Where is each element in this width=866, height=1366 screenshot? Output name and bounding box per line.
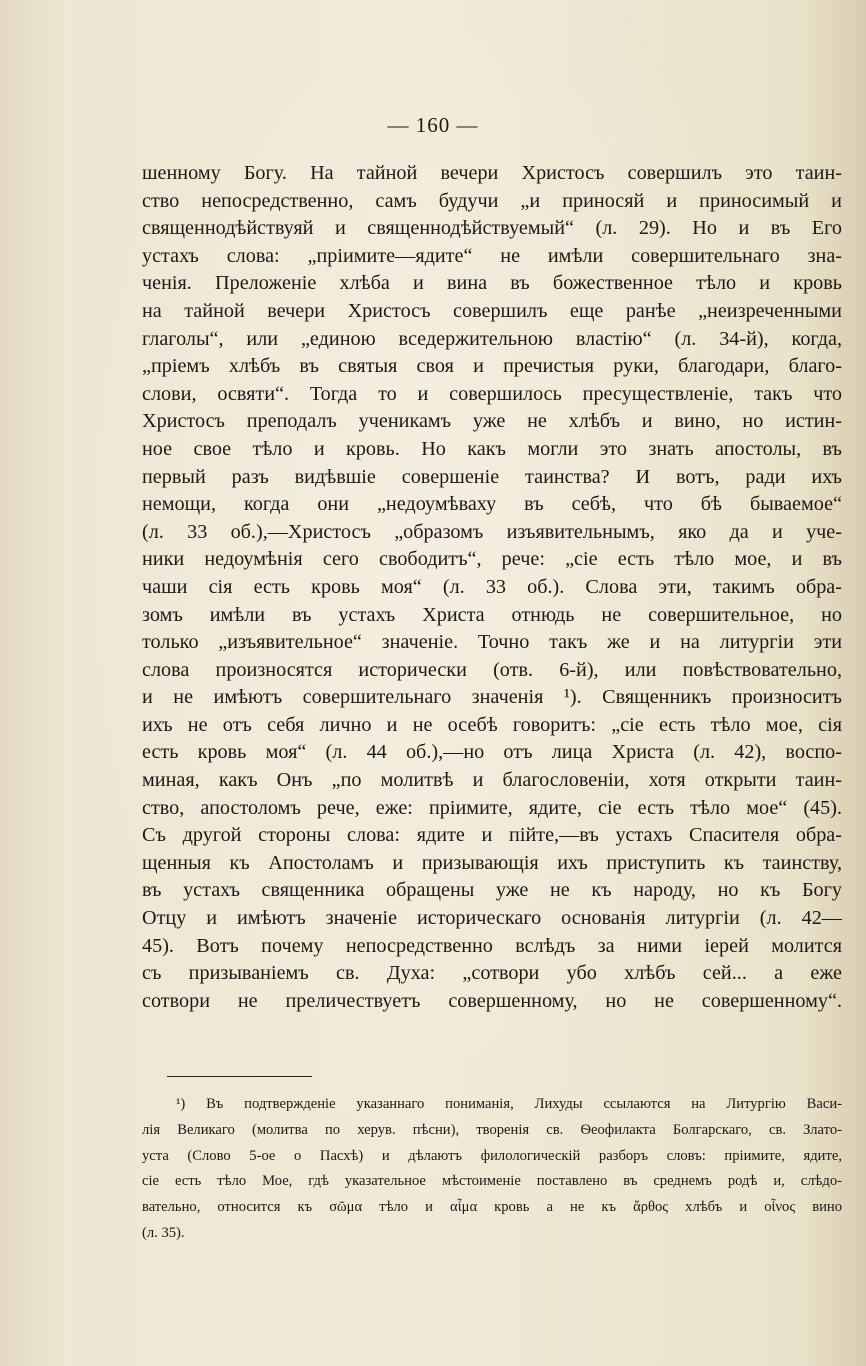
page-number: — 160 — xyxy=(387,113,479,137)
text-line: слова произносятся исторически (отв. 6-й), или повѣствовательно, xyxy=(142,658,842,681)
text-line: только „изъявительное“ значеніе. Точно такъ же и на литургіи эти xyxy=(142,631,842,654)
footnote xyxy=(142,1092,842,1247)
text-line: ство, апостоломъ рече, еже: пріимите, ядите, сіе есть тѣло мое“ (45). xyxy=(142,796,842,819)
text-line: ное свое тѣло и кровь. Но какъ могли это знать апостолы, въ xyxy=(142,437,842,460)
footnote-line: ¹) Въ подтвержденіе указаннаго пониманія, Лихуды ссылаются на Литургію Васи- xyxy=(176,1096,842,1112)
text-line: слови, освяти“. Тогда то и совершилось пресуществленіе, такъ что xyxy=(142,382,842,405)
footnote-line: сіе есть тѣло Мое, гдѣ указательное мѣстоименіе поставлено въ среднемъ родѣ и, слѣдо- xyxy=(142,1173,842,1190)
text-line: чаши сія есть кровь моя“ (л. 33 об.). Слова эти, такимъ обра- xyxy=(142,575,842,598)
text-line: Отцу и имѣютъ значеніе историческаго основанія литургіи (л. 42— xyxy=(142,907,842,930)
footnote-divider xyxy=(167,1076,312,1077)
footnote-line: (л. 35). xyxy=(142,1224,185,1241)
footnote-line: уста (Слово 5-ое о Пасхѣ) и дѣлаютъ филологическій разборъ словъ: пріимите, ядите, xyxy=(142,1147,842,1164)
text-line: устахъ слова: „пріимите—ядите“ не имѣли совершительнаго зна- xyxy=(142,244,842,267)
text-line: ченія. Преложеніе хлѣба и вина въ божественное тѣло и кровь xyxy=(142,272,842,295)
text-line: щенныя къ Апостоламъ и призывающія ихъ приступить къ таинству, xyxy=(142,851,842,874)
text-line: „пріемъ хлѣбъ въ святыя своя и пречистыя руки, благодари, благо- xyxy=(142,355,842,378)
text-line: ники недоумѣнія сего свободитъ“, рече: „сіе есть тѣло мое, и въ xyxy=(142,548,842,571)
text-line: первый разъ видѣвшіе совершеніе таинства? И вотъ, ради ихъ xyxy=(142,465,842,488)
text-line: есть кровь моя“ (л. 44 об.),—но отъ лица Христа (л. 42), воспо- xyxy=(142,741,842,764)
text-line: Христосъ преподалъ ученикамъ уже не хлѣбъ и вино, но истин- xyxy=(142,410,842,433)
text-line: съ призываніемъ св. Духа: „сотвори убо хлѣбъ сей... а еже xyxy=(142,962,842,985)
text-line: глаголы“, или „единою вседержительною властію“ (л. 34-й), когда, xyxy=(142,327,842,350)
text-line: въ устахъ священника обращены уже не къ народу, но къ Богу xyxy=(142,879,842,902)
text-line: ство непосредственно, самъ будучи „и приносяй и приносимый и xyxy=(142,189,842,212)
main-text xyxy=(142,160,842,1015)
footnote-line: лія Великаго (молитва по херув. пѣсни), творенія св. Ѳеофилакта Болгарскаго, св. Злато- xyxy=(142,1121,842,1138)
text-line: ихъ не отъ себя лично и не осебѣ говоритъ: „сіе есть тѣло мое, сія xyxy=(142,713,842,736)
text-line: (л. 33 об.),—Христосъ „образомъ изъявительнымъ, яко да и уче- xyxy=(142,520,842,543)
text-line: немощи, когда они „недоумѣваху въ себѣ, что бѣ бываемое“ xyxy=(142,493,842,516)
text-line: миная, какъ Онъ „по молитвѣ и благословеніи, хотя открыти таин- xyxy=(142,769,842,792)
text-line: на тайной вечери Христосъ совершилъ еще ранѣе „неизреченными xyxy=(142,299,842,322)
text-line: и не имѣютъ совершительнаго значенія ¹). Священникъ произноситъ xyxy=(142,686,842,709)
footnote-line: вательно, относится къ σῶμα тѣло и αἷμα кровь а не къ ἄρθος хлѣбъ и οἶνος вино xyxy=(142,1199,842,1216)
text-line: священнодѣйствуяй и священнодѣйствуемый“ (л. 29). Но и въ Его xyxy=(142,217,842,240)
text-line: Съ другой стороны слова: ядите и пійте,—въ устахъ Спасителя обра- xyxy=(142,824,842,847)
text-line: сотвори не преличествуетъ совершенному, но не совершенному“. xyxy=(142,989,842,1012)
text-line: шенному Богу. На тайной вечери Христосъ совершилъ это таин- xyxy=(142,162,842,184)
text-line: зомъ имѣли въ устахъ Христа отнюдь не совершительное, но xyxy=(142,603,842,626)
text-line: 45). Вотъ почему непосредственно вслѣдъ за ними іерей молится xyxy=(142,934,842,957)
